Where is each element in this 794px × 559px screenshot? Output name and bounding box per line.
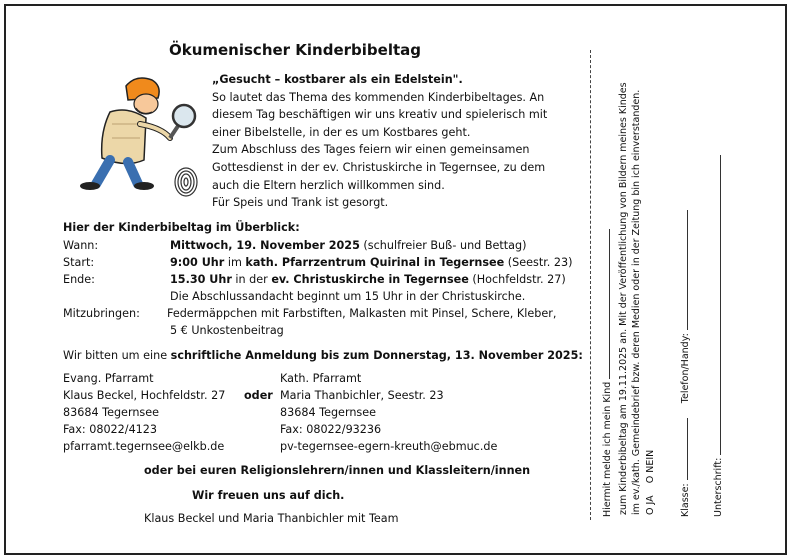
contact-line: 83684 Tegernsee: [280, 406, 377, 419]
contact-line: Maria Thanbichler, Seestr. 23: [280, 389, 444, 402]
klasse-row: [680, 210, 691, 517]
klasse-field[interactable]: [687, 418, 688, 480]
oder-label: oder: [244, 389, 273, 402]
intro-line: einer Bibelstelle, in der es um Kostbares geht.: [212, 125, 471, 139]
klasse-label: Klasse:: [680, 483, 691, 517]
start-value: [170, 256, 573, 269]
intro-line: So lautet das Thema des kommenden Kinderbibeltages. An: [212, 90, 545, 104]
greeting: Wir freuen uns auf dich.: [192, 489, 345, 502]
when-label: Wann:: [63, 239, 99, 252]
contact-line: Klaus Beckel, Hochfeldstr. 27: [63, 389, 226, 402]
registration-deadline: schriftliche Anmeldung bis zum Donnerstag, 13. November 2025:: [170, 349, 583, 362]
consent-options: [645, 450, 656, 515]
page-title: Ökumenischer Kinderbibeltag: [168, 41, 422, 59]
magnifier-handle: [170, 126, 178, 138]
end-address: (Hochfeldstr. 27): [468, 273, 566, 286]
contact-line: Fax: 08022/93236: [280, 423, 382, 436]
end-mid: in der: [231, 273, 272, 286]
telefon-field[interactable]: [687, 210, 688, 330]
bring-line: Federmäppchen mit Farbstiften, Malkasten mit Pinsel, Schere, Kleber,: [167, 307, 557, 320]
end-label: Ende:: [63, 273, 95, 286]
telefon-label: Telefon/Handy:: [680, 333, 691, 404]
form-line-2: zum Kinderbibeltag am 19.11.2025 an. Mit der Veröffentlichung von Bildern meines Kindes: [618, 82, 629, 515]
intro-line: Zum Abschluss des Tages feiern wir einen gemeinsamen: [212, 143, 530, 157]
option-nein[interactable]: O NEIN: [645, 449, 656, 484]
cut-line: [590, 50, 591, 520]
overview-heading: Hier der Kinderbibeltag im Überblick:: [63, 221, 300, 234]
contact-line: Kath. Pfarramt: [280, 372, 362, 385]
contact-line: Fax: 08022/4123: [63, 423, 158, 436]
signature-field[interactable]: [720, 155, 721, 455]
when-value: [170, 239, 527, 252]
registration-lead: [63, 349, 583, 362]
motto: „Gesucht – kostbarer als ein Edelstein".: [212, 73, 463, 86]
contact-line: 83684 Tegernsee: [63, 406, 160, 419]
signature-row: [713, 155, 724, 517]
start-address: (Seestr. 23): [504, 256, 573, 269]
start-mid: im: [224, 256, 246, 269]
intro-line: Für Speis und Trank ist gesorgt.: [212, 196, 389, 210]
end-time: 15.30 Uhr: [170, 273, 232, 286]
detective-illustration: [66, 72, 206, 202]
detective-face: [134, 94, 158, 114]
contact-line: Evang. Pfarramt: [63, 372, 154, 385]
bring-line: 5 € Unkostenbeitrag: [170, 324, 284, 337]
end-value: [170, 273, 566, 286]
fingerprint-icon: [175, 168, 197, 196]
child-name-field[interactable]: [609, 229, 610, 379]
intro-text: [212, 71, 572, 212]
end-place: ev. Christuskirche in Tegernsee: [271, 273, 469, 286]
when-date: Mittwoch, 19. November 2025: [170, 239, 360, 252]
start-place: kath. Pfarrzentrum Quirinal in Tegernsee: [245, 256, 505, 269]
contact-email[interactable]: pfarramt.tegernsee@elkb.de: [63, 440, 225, 453]
magnifier-glass: [173, 105, 195, 127]
registration-lead-text: Wir bitten um eine: [63, 349, 171, 362]
detective-legs: [96, 160, 138, 184]
signature: Klaus Beckel und Maria Thanbichler mit Team: [144, 512, 399, 525]
form-line-3: im ev./kath. Gemeindebrief bzw. deren Medien oder in der Zeitung bin ich einverstanden.: [631, 89, 642, 515]
end-note: Die Abschlussandacht beginnt um 15 Uhr in der Christuskirche.: [170, 290, 526, 303]
bring-label: Mitzubringen:: [63, 307, 140, 320]
option-ja[interactable]: O JA: [645, 495, 656, 515]
intro-line: diesem Tag beschäftigen wir uns kreativ und spielerisch mit: [212, 108, 548, 122]
teachers-note: oder bei euren Religionslehrern/innen und Klassleitern/innen: [144, 464, 531, 477]
intro-line: Gottesdienst in der ev. Christuskirche in Tegernsee, zu dem: [212, 160, 546, 174]
contact-email[interactable]: pv-tegernsee-egern-kreuth@ebmuc.de: [280, 440, 498, 453]
form-enrol-text: Hiermit melde ich mein Kind: [602, 381, 613, 517]
form-line-1: [602, 229, 613, 517]
start-time: 9:00 Uhr: [170, 256, 225, 269]
start-label: Start:: [63, 256, 95, 269]
unterschrift-label: Unterschrift:: [713, 457, 724, 517]
intro-line: auch die Eltern herzlich willkommen sind.: [212, 178, 445, 192]
when-note: (schulfreier Buß- und Bettag): [359, 239, 527, 252]
